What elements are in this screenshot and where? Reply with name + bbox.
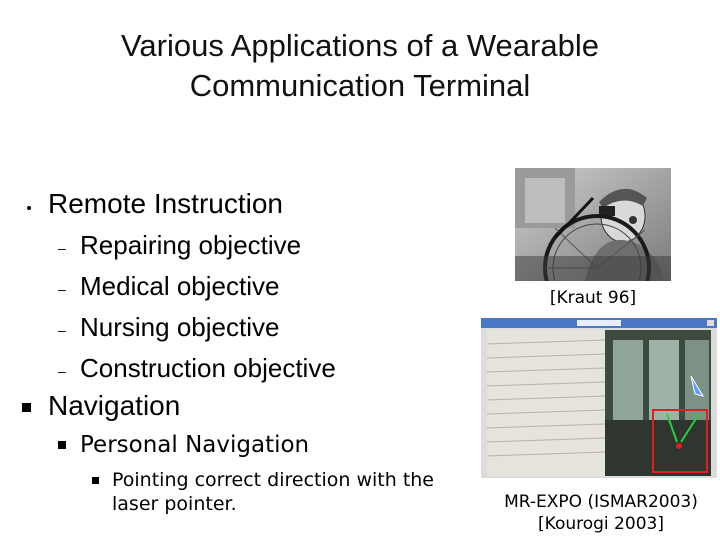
sub-item-construction: Construction objective — [80, 353, 336, 383]
bullet-navigation: Navigation — [48, 390, 181, 421]
square-bullet-icon — [22, 403, 31, 412]
pointing-line-2: laser pointer. — [112, 493, 237, 515]
sub-item-repairing: Repairing objective — [80, 230, 302, 260]
slide-title — [40, 26, 680, 106]
dash-bullet-icon: – — [58, 363, 66, 379]
bottom-caption-line-1: MR-EXPO (ISMAR2003) — [504, 492, 698, 512]
dash-bullet-icon: – — [58, 281, 66, 297]
remote-instruction-photo — [515, 168, 671, 281]
pointing-line-1: Pointing correct direction with the — [112, 469, 434, 491]
sub-item-personal-navigation: Personal Navigation — [80, 432, 310, 458]
bottom-photo-caption — [481, 491, 720, 535]
bullet-remote-instruction: Remote Instruction — [48, 188, 283, 219]
square-bullet-icon — [58, 441, 66, 449]
sub-item-nursing: Nursing objective — [80, 312, 280, 342]
sub-item-medical: Medical objective — [80, 271, 280, 301]
title-line-1: Various Applications of a Wearable — [121, 28, 599, 63]
mr-expo-screenshot — [481, 318, 717, 478]
dash-bullet-icon: – — [58, 322, 66, 338]
title-line-2: Communication Terminal — [189, 68, 531, 103]
square-bullet-icon — [92, 477, 99, 484]
bottom-caption-line-2: [Kourogi 2003] — [538, 514, 664, 534]
top-photo-caption: [Kraut 96] — [549, 288, 637, 308]
dash-bullet-icon: – — [58, 240, 66, 256]
bullet-dot-icon — [27, 206, 31, 210]
